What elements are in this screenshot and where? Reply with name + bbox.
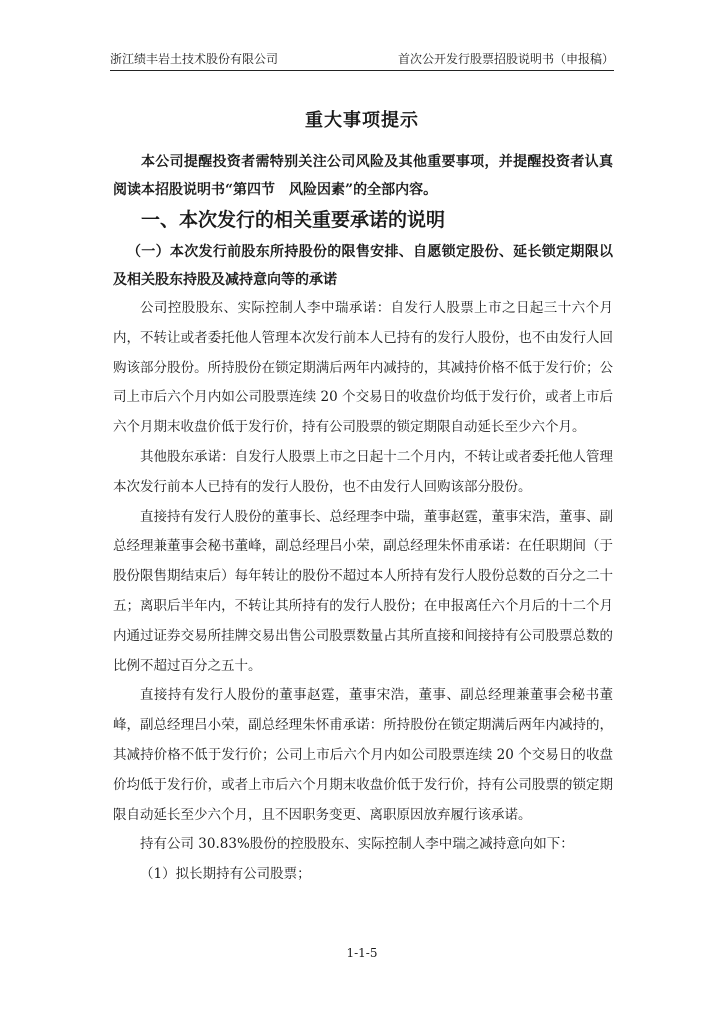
paragraph-directors-transfer-limit: 直接持有发行人股份的董事长、总经理李中瑞，董事赵霆，董事宋浩，董事、副总经理兼董事会秘书董峰，副总经理吕小荣，副总经理朱怀甫承诺：在任职期间（于股份限售期结束后）每年转让的股份不超过本人所持有发行人股份总数的百分之二十五；离职后半年内，不转让其所持有的发行人股份；在申报离任六个月后的十二个月内通过证券交易所挂牌交易出售公司股票数量占其所直接和间接持有公司股票总数的比例不超过百分之五十。 [113,508,613,674]
header-company: 浙江绩丰岩土技术股份有限公司 [110,52,279,66]
page-number: 1-1-5 [346,946,378,960]
paragraph-directors-lockup: 直接持有发行人股份的董事赵霆，董事宋浩，董事、副总经理兼董事会秘书董峰，副总经理吕小荣，副总经理朱怀甫承诺：所持股份在锁定期满后两年内减持的，其减持价格不低于发行价；公司上市后六个月内如公司股票连续 20 个交易日的收盘价均低于发行价，或者上市后六个月期末收盘价低于发行价，持有公司股票的锁定期限自动延长至少六个月，且不因职务变更、离职原因放弃履行该承诺。 [113,687,613,823]
list-item: （1）拟长期持有公司股票； [140,866,311,883]
paragraph-other-shareholders: 其他股东承诺：自发行人股票上市之日起十二个月内，不转让或者委托他人管理本次发行前本人已持有的发行人股份，也不由发行人回购该部分股份。 [113,448,613,495]
document-body [113,148,613,890]
paragraph-controller-commitment: 公司控股股东、实际控制人李中瑞承诺：自发行人股票上市之日起三十六个月内，不转让或者委托他人管理本次发行前本人已持有的发行人股份，也不由发行人回购该部分股份。所持股份在锁定期满后两年内减持的，其减持价格不低于发行价；公司上市后六个月内如公司股票连续 20 个交易日的收盘价均低于发行价，或者上市后六个月期末收盘价低于发行价，持有公司股票的锁定期限自动延长至少六个月。 [113,300,613,436]
subsection-heading: （一）本次发行前股东所持股份的限售安排、自愿锁定股份、延长锁定期限以及相关股东持股及减持意向等的承诺 [113,244,613,288]
section-heading: 一、本次发行的相关重要承诺的说明 [141,209,446,231]
intro-paragraph: 本公司提醒投资者需特别关注公司风险及其他重要事项，并提醒投资者认真阅读本招股说明书“第四节 风险因素”的全部内容。 [113,154,613,198]
header-doc-name: 首次公开发行股票招股说明书（申报稿） [397,52,614,66]
page-header [110,50,614,71]
page-title: 重大事项提示 [305,110,419,131]
paragraph-reduction-intent: 持有公司 30.83%股份的控股股东、实际控制人李中瑞之减持意向如下： [140,836,574,853]
